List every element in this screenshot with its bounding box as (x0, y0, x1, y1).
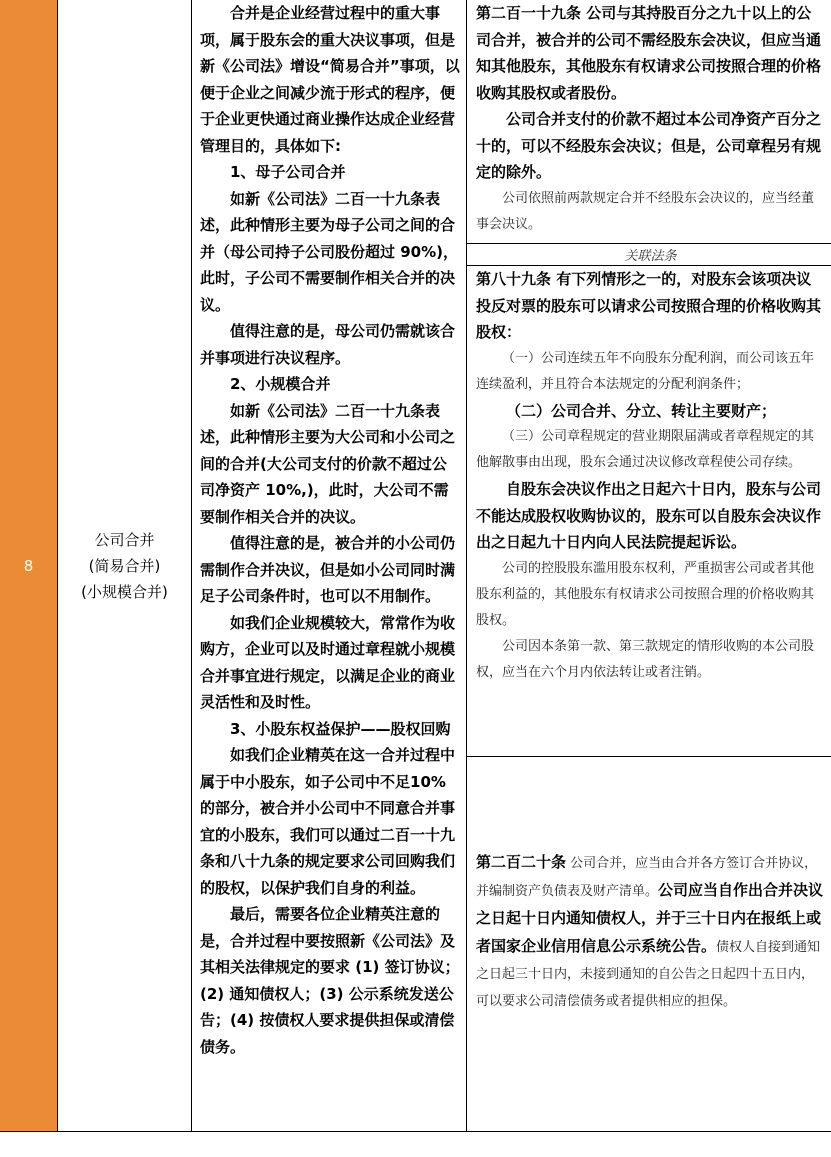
row-index: 8 (23, 556, 34, 575)
commentary-paragraph: 如新《公司法》二百一十九条表述，此种情形主要为大公司和小公司之间的合并(大公司支付的价款不超过公司净资产 10%,)，此时，大公司不需要制作相关合并的决议。 (200, 401, 456, 526)
law-89-para: 公司因本条第一款、第三款规定的情形收购的本公司股权，应当在六个月内依法转让或者注销。 (476, 638, 815, 680)
law-220-text-c: 债权人自接到通知之日起三十日内，未接到通知的自公告之日起四十五日内，可以要求公司清偿债务或者提供相应的担保。 (476, 940, 821, 1009)
law-220-paragraph (476, 757, 825, 1015)
topic-line: 公司合并 (94, 530, 155, 549)
law-89-para: 自股东会决议作出之日起六十日内，股东与公司不能达成股权收购协议的，股东可以自股东会决议作出之日起九十日内向人民法院提起诉讼。 (476, 480, 822, 551)
law-cell (467, 0, 831, 1131)
law-219-main: 第二百一十九条 公司与其持股百分之九十以上的公司合并，被合并的公司不需经股东会决议，但应当通知其他股东，其他股东有权请求公司按照合理的价格收购其股权或者股份。 (476, 4, 822, 102)
commentary-paragraph: 如新《公司法》二百一十九条表述，此种情形主要为母子公司之间的合并（母公司持子公司股份超过 90%)，此时，子公司不需要制作相关合并的决议。 (200, 189, 458, 314)
law-220-block (467, 757, 831, 1131)
commentary-paragraph: 如我们企业规模较大，常常作为收购方，企业可以及时通过章程就小规模合并事宜进行规定，以满足企业的商业灵活性和及时性。 (200, 613, 456, 711)
law-89-main: 第八十九条 有下列情形之一的，对股东会该项决议投反对票的股东可以请求公司按照合理的价格收购其股权： (476, 270, 822, 341)
commentary-cell (192, 0, 467, 1131)
topic-cell (58, 0, 192, 1131)
law-219-para: 公司合并支付的价款不超过本公司净资产百分之十的，可以不经股东会决议；但是，公司章程另有规定的除外。 (476, 110, 822, 181)
commentary-paragraph: 值得注意的是，被合并的小公司仍需制作合并决议，但是如小公司同时满足子公司条件时，也可以不用制作。 (200, 534, 456, 605)
law-220-text-b: 公司应当自作出合并决议之日起十日内通知债权人，并于三十日内在报纸上或者国家企业信用信息公示系统公告。 (476, 881, 824, 955)
law-89-para: 公司的控股股东滥用股东权利，严重损害公司或者其他股东利益的，其他股东有权请求公司按照合理的价格收购其股权。 (476, 560, 815, 628)
law-220-text-a: 公司合并，应当由合并各方签订合并协议，并编制资产负债表及财产清单。 (476, 856, 818, 899)
related-law-label: 关联法条 (624, 249, 677, 264)
commentary-paragraph: 值得注意的是，母公司仍需就该合并事项进行决议程序。 (200, 322, 456, 367)
commentary-paragraph: 如我们企业精英在这一合并过程中属于中小股东，如子公司中不足10%的部分，被合并小公司中不同意合并事宜的小股东，我们可以通过二百一十九条和八十九条的规定要求公司回购我们的股权，以保护我们自身的利益。 (200, 746, 456, 897)
law-219-para: 公司依照前两款规定合并不经股东会决议的，应当经董事会决议。 (476, 190, 815, 232)
commentary-heading: 2、小规模合并 (230, 375, 331, 393)
law-219-block (467, 0, 831, 244)
topic-line: (小规模合并) (81, 582, 168, 601)
law-89-item: （三）公司章程规定的营业期限届满或者章程规定的其他解散事由出现，股东会通过决议修改章程使公司存续。 (476, 429, 815, 470)
commentary-paragraph: 合并是企业经营过程中的重大事项，属于股东会的重大决议事项，但是新《公司法》增设“简易合并”事项，以便于企业之间减少流于形式的程序，便于企业更快通过商业操作达成企业经营管理目的，具体如下: (200, 4, 460, 155)
commentary-heading: 3、小股东权益保护——股权回购 (230, 719, 451, 738)
related-law-label-row (467, 244, 831, 266)
law-220-head: 第二百二十条 (476, 853, 567, 871)
law-89-item: （二）公司合并、分立、转让主要财产； (506, 401, 777, 420)
row-index-cell (0, 0, 58, 1131)
topic-line: (简易合并) (88, 556, 161, 575)
law-89-item: （一）公司连续五年不向股东分配利润，而公司该五年连续盈利，并且符合本法规定的分配利润条件； (476, 350, 815, 392)
commentary-heading: 1、母子公司合并 (230, 163, 346, 181)
commentary-paragraph: 最后，需要各位企业精英注意的是，合并过程中要按照新《公司法》及其相关法律规定的要求 (1) 签订协议；(2) 通知债权人；(3) 公示系统发送公告；(4) 按债权人要求提供担保或清偿债务。 (200, 905, 460, 1056)
law-89-block (467, 266, 831, 757)
